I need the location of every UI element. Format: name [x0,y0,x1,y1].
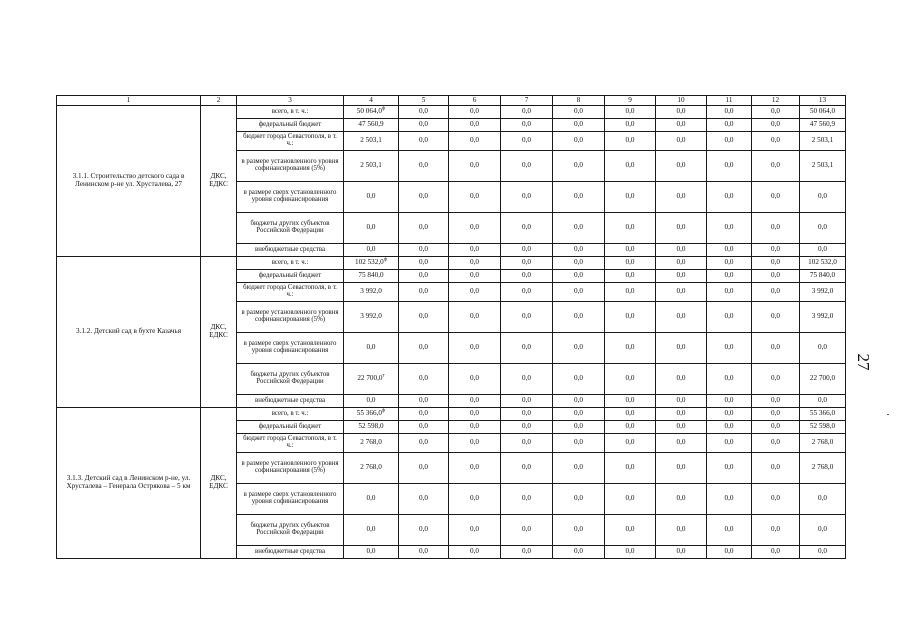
year-amount-cell: 0,0 [752,408,800,421]
year-amount-cell: 0,0 [605,244,656,257]
year-amount-cell: 0,0 [752,453,800,484]
year-amount-cell: 0,0 [707,364,752,395]
year-amount-cell: 0,0 [553,421,605,434]
year-amount-cell: 0,0 [449,283,501,302]
amount-total-cell [344,302,399,333]
year-amount-cell: 0,0 [553,453,605,484]
amount-total-cell [344,182,399,213]
year-amount-cell: 0,0 [752,257,800,270]
year-amount-cell: 0,0 [605,151,656,182]
year-amount-cell: 0,0 [449,408,501,421]
amount-sum-cell: 3 992,0 [800,283,846,302]
amount-sum-cell: 2 768,0 [800,453,846,484]
year-amount-cell: 0,0 [553,302,605,333]
year-amount-cell: 0,0 [449,244,501,257]
year-amount-cell: 0,0 [449,106,501,119]
year-amount-cell: 0,0 [752,283,800,302]
funding-source: внебюджетные средства [237,395,344,408]
year-amount-cell: 0,0 [605,546,656,559]
year-amount-cell: 0,0 [752,213,800,244]
year-amount-cell: 0,0 [656,213,707,244]
year-amount-cell: 0,0 [605,421,656,434]
header-cell: 5 [399,96,449,106]
header-cell: 6 [449,96,501,106]
year-amount-cell: 0,0 [501,333,553,364]
year-amount-cell: 0,0 [707,395,752,408]
year-amount-cell: 0,0 [501,395,553,408]
amount-total-cell [344,364,399,395]
year-amount-cell: 0,0 [752,434,800,453]
year-amount-cell: 0,0 [752,151,800,182]
year-amount-cell: 0,0 [553,283,605,302]
amount-value: 47 560,9 [358,120,384,129]
year-amount-cell: 0,0 [707,213,752,244]
year-amount-cell: 0,0 [707,182,752,213]
amount-total-cell [344,484,399,515]
year-amount-cell: 0,0 [605,515,656,546]
amount-value: 3 992,0 [360,312,382,321]
project-name: 3.1.2. Детский сад в бухте Казачья [57,257,201,408]
year-amount-cell: 0,0 [553,106,605,119]
amount-total-cell [344,106,399,119]
year-amount-cell: 0,0 [399,453,449,484]
year-amount-cell: 0,0 [752,364,800,395]
executor-cell: ДКС, ЕДКС [201,257,237,408]
amount-total-cell [344,515,399,546]
year-amount-cell: 0,0 [605,484,656,515]
year-amount-cell: 0,0 [752,302,800,333]
year-amount-cell: 0,0 [752,546,800,559]
year-amount-cell: 0,0 [605,364,656,395]
header-cell: 9 [605,96,656,106]
header-cell: 10 [656,96,707,106]
amount-total-cell [344,257,399,270]
year-amount-cell: 0,0 [449,151,501,182]
year-amount-cell: 0,0 [707,453,752,484]
year-amount-cell: 0,0 [553,182,605,213]
header-cell: 7 [501,96,553,106]
amount-sum-cell: 2 768,0 [800,434,846,453]
year-amount-cell: 0,0 [501,182,553,213]
year-amount-cell: 0,0 [752,132,800,151]
amount-value: 3 992,0 [360,287,382,296]
header-cell: 3 [237,96,344,106]
year-amount-cell: 0,0 [707,408,752,421]
margin-dot [887,414,889,415]
amount-total-cell [344,244,399,257]
year-amount-cell: 0,0 [707,151,752,182]
year-amount-cell: 0,0 [553,333,605,364]
year-amount-cell: 0,0 [399,119,449,132]
amount-value: 0,0 [366,223,376,232]
year-amount-cell: 0,0 [605,434,656,453]
year-amount-cell: 0,0 [399,395,449,408]
year-amount-cell: 0,0 [707,119,752,132]
amount-sum-cell: 0,0 [800,244,846,257]
amount-value: 0,0 [366,245,376,254]
funding-source: внебюджетные средства [237,546,344,559]
year-amount-cell: 0,0 [656,421,707,434]
year-amount-cell: 0,0 [553,244,605,257]
footnote-mark: ф [381,106,386,112]
amount-value: 0,0 [366,192,376,201]
table-row [57,106,846,119]
year-amount-cell: 0,0 [449,484,501,515]
year-amount-cell: 0,0 [656,119,707,132]
year-amount-cell: 0,0 [449,132,501,151]
funding-source: федеральный бюджет [237,119,344,132]
year-amount-cell: 0,0 [752,484,800,515]
amount-total-cell [344,213,399,244]
year-amount-cell: 0,0 [656,408,707,421]
year-amount-cell: 0,0 [707,257,752,270]
year-amount-cell: 0,0 [605,257,656,270]
year-amount-cell: 0,0 [553,395,605,408]
year-amount-cell: 0,0 [399,244,449,257]
year-amount-cell: 0,0 [656,132,707,151]
year-amount-cell: 0,0 [553,515,605,546]
year-amount-cell: 0,0 [656,484,707,515]
amount-total-cell [344,434,399,453]
year-amount-cell: 0,0 [656,364,707,395]
year-amount-cell: 0,0 [656,106,707,119]
year-amount-cell: 0,0 [501,421,553,434]
amount-value: 55 366,0 [356,409,382,418]
amount-value: 0,0 [366,343,376,352]
page-number: 27 [854,353,873,371]
year-amount-cell: 0,0 [553,484,605,515]
year-amount-cell: 0,0 [656,244,707,257]
year-amount-cell: 0,0 [707,270,752,283]
year-amount-cell: 0,0 [752,515,800,546]
year-amount-cell: 0,0 [605,270,656,283]
year-amount-cell: 0,0 [553,408,605,421]
year-amount-cell: 0,0 [553,546,605,559]
table-row [57,257,846,270]
year-amount-cell: 0,0 [752,395,800,408]
funding-source: бюджеты других субъектов Российской Федерации [237,515,344,546]
year-amount-cell: 0,0 [399,408,449,421]
year-amount-cell: 0,0 [501,213,553,244]
amount-sum-cell: 0,0 [800,515,846,546]
year-amount-cell: 0,0 [656,333,707,364]
year-amount-cell: 0,0 [399,213,449,244]
executor-cell: ДКС, ЕДКС [201,408,237,559]
year-amount-cell: 0,0 [449,182,501,213]
year-amount-cell: 0,0 [553,257,605,270]
year-amount-cell: 0,0 [399,283,449,302]
year-amount-cell: 0,0 [399,515,449,546]
year-amount-cell: 0,0 [553,132,605,151]
year-amount-cell: 0,0 [501,132,553,151]
year-amount-cell: 0,0 [605,132,656,151]
header-cell: 11 [707,96,752,106]
year-amount-cell: 0,0 [752,421,800,434]
year-amount-cell: 0,0 [656,257,707,270]
year-amount-cell: 0,0 [605,395,656,408]
year-amount-cell: 0,0 [501,283,553,302]
amount-sum-cell: 0,0 [800,333,846,364]
header-cell: 1 [57,96,201,106]
year-amount-cell: 0,0 [656,395,707,408]
amount-sum-cell: 0,0 [800,484,846,515]
year-amount-cell: 0,0 [501,244,553,257]
year-amount-cell: 0,0 [501,546,553,559]
year-amount-cell: 0,0 [399,434,449,453]
year-amount-cell: 0,0 [399,270,449,283]
year-amount-cell: 0,0 [501,270,553,283]
amount-value: 2 503,1 [360,161,382,170]
year-amount-cell: 0,0 [501,408,553,421]
year-amount-cell: 0,0 [707,283,752,302]
amount-total-cell [344,546,399,559]
year-amount-cell: 0,0 [449,453,501,484]
amount-sum-cell: 0,0 [800,182,846,213]
amount-sum-cell: 47 560,9 [800,119,846,132]
funding-source: в размере сверх установленного уровня софинансирования [237,333,344,364]
year-amount-cell: 0,0 [605,453,656,484]
year-amount-cell: 0,0 [752,333,800,364]
year-amount-cell: 0,0 [449,302,501,333]
year-amount-cell: 0,0 [501,302,553,333]
year-amount-cell: 0,0 [449,270,501,283]
amount-total-cell [344,270,399,283]
amount-value: 2 768,0 [360,438,382,447]
funding-source: федеральный бюджет [237,421,344,434]
amount-sum-cell: 0,0 [800,213,846,244]
year-amount-cell: 0,0 [605,333,656,364]
year-amount-cell: 0,0 [656,434,707,453]
amount-total-cell [344,395,399,408]
amount-total-cell [344,408,399,421]
year-amount-cell: 0,0 [752,119,800,132]
year-amount-cell: 0,0 [707,302,752,333]
year-amount-cell: 0,0 [707,546,752,559]
funding-source: федеральный бюджет [237,270,344,283]
year-amount-cell: 0,0 [707,421,752,434]
year-amount-cell: 0,0 [501,106,553,119]
year-amount-cell: 0,0 [605,106,656,119]
amount-sum-cell: 102 532,0 [800,257,846,270]
amount-value: 102 532,0 [355,258,384,267]
funding-source: бюджеты других субъектов Российской Федерации [237,213,344,244]
year-amount-cell: 0,0 [656,302,707,333]
funding-source: бюджеты других субъектов Российской Федерации [237,364,344,395]
year-amount-cell: 0,0 [752,182,800,213]
year-amount-cell: 0,0 [399,151,449,182]
year-amount-cell: 0,0 [605,119,656,132]
footnote-mark: ф [381,408,386,414]
amount-sum-cell: 22 700,0 [800,364,846,395]
amount-sum-cell: 75 840,0 [800,270,846,283]
amount-sum-cell: 50 064,0 [800,106,846,119]
funding-source: бюджет города Севастополя, в т. ч.: [237,132,344,151]
amount-sum-cell: 0,0 [800,395,846,408]
year-amount-cell: 0,0 [501,434,553,453]
funding-source: в размере установленного уровня софинансирования (5%) [237,151,344,182]
funding-source: в размере установленного уровня софинансирования (5%) [237,302,344,333]
year-amount-cell: 0,0 [752,270,800,283]
year-amount-cell: 0,0 [449,333,501,364]
year-amount-cell: 0,0 [399,106,449,119]
year-amount-cell: 0,0 [399,132,449,151]
year-amount-cell: 0,0 [399,182,449,213]
amount-total-cell [344,453,399,484]
amount-value: 22 700,0 [357,374,383,383]
year-amount-cell: 0,0 [707,515,752,546]
amount-total-cell [344,132,399,151]
amount-value: 50 064,0 [356,107,382,116]
amount-total-cell [344,333,399,364]
year-amount-cell: 0,0 [605,283,656,302]
amount-total-cell [344,421,399,434]
year-amount-cell: 0,0 [399,364,449,395]
footnote-mark: т [382,373,385,379]
project-name: 3.1.3. Детский сад в Ленинском р-не, ул. Хрусталева – Генерала Острякова – 5 км [57,408,201,559]
year-amount-cell: 0,0 [707,484,752,515]
executor-cell: ДКС, ЕДКС [201,106,237,257]
amount-sum-cell: 52 598,0 [800,421,846,434]
amount-total-cell [344,283,399,302]
year-amount-cell: 0,0 [501,515,553,546]
year-amount-cell: 0,0 [501,484,553,515]
header-cell: 2 [201,96,237,106]
year-amount-cell: 0,0 [449,257,501,270]
amount-total-cell [344,151,399,182]
funding-source: бюджет города Севастополя, в т. ч.: [237,283,344,302]
year-amount-cell: 0,0 [707,132,752,151]
funding-source: в размере установленного уровня софинансирования (5%) [237,453,344,484]
year-amount-cell: 0,0 [553,434,605,453]
amount-value: 0,0 [366,525,376,534]
year-amount-cell: 0,0 [656,283,707,302]
amount-value: 2 768,0 [360,463,382,472]
year-amount-cell: 0,0 [449,213,501,244]
amount-sum-cell: 55 366,0 [800,408,846,421]
year-amount-cell: 0,0 [501,257,553,270]
amount-sum-cell: 3 992,0 [800,302,846,333]
funding-source: внебюджетные средства [237,244,344,257]
year-amount-cell: 0,0 [399,546,449,559]
header-cell: 12 [752,96,800,106]
year-amount-cell: 0,0 [399,333,449,364]
year-amount-cell: 0,0 [501,151,553,182]
amount-value: 75 840,0 [358,271,384,280]
funding-source: всего, в т. ч.: [237,408,344,421]
amount-value: 0,0 [366,547,376,556]
year-amount-cell: 0,0 [605,182,656,213]
year-amount-cell: 0,0 [656,453,707,484]
year-amount-cell: 0,0 [656,515,707,546]
year-amount-cell: 0,0 [656,270,707,283]
amount-value: 0,0 [366,396,376,405]
project-name: 3.1.1. Строительство детского сада в Ленинском р-не ул. Хрусталева, 27 [57,106,201,257]
funding-source: в размере сверх установленного уровня софинансирования [237,182,344,213]
amount-total-cell [344,119,399,132]
amount-sum-cell: 2 503,1 [800,151,846,182]
table-row [57,408,846,421]
header-cell: 4 [344,96,399,106]
year-amount-cell: 0,0 [449,364,501,395]
year-amount-cell: 0,0 [707,333,752,364]
footnote-mark: ф [383,257,387,263]
year-amount-cell: 0,0 [656,151,707,182]
year-amount-cell: 0,0 [553,119,605,132]
year-amount-cell: 0,0 [449,546,501,559]
header-row [57,96,846,106]
year-amount-cell: 0,0 [752,106,800,119]
year-amount-cell: 0,0 [605,408,656,421]
year-amount-cell: 0,0 [752,244,800,257]
amount-value: 52 598,0 [358,422,384,431]
funding-source: всего, в т. ч.: [237,257,344,270]
year-amount-cell: 0,0 [399,484,449,515]
header-cell: 8 [553,96,605,106]
year-amount-cell: 0,0 [449,421,501,434]
table-body [57,96,846,559]
year-amount-cell: 0,0 [605,302,656,333]
year-amount-cell: 0,0 [605,213,656,244]
budget-table [56,95,846,559]
amount-value: 0,0 [366,494,376,503]
year-amount-cell: 0,0 [449,395,501,408]
year-amount-cell: 0,0 [656,546,707,559]
year-amount-cell: 0,0 [553,270,605,283]
amount-sum-cell: 0,0 [800,546,846,559]
year-amount-cell: 0,0 [553,151,605,182]
year-amount-cell: 0,0 [553,364,605,395]
funding-source: в размере сверх установленного уровня софинансирования [237,484,344,515]
amount-sum-cell: 2 503,1 [800,132,846,151]
year-amount-cell: 0,0 [707,106,752,119]
funding-source: бюджет города Севастополя, в т. ч.: [237,434,344,453]
year-amount-cell: 0,0 [553,213,605,244]
year-amount-cell: 0,0 [449,434,501,453]
year-amount-cell: 0,0 [656,182,707,213]
year-amount-cell: 0,0 [501,453,553,484]
year-amount-cell: 0,0 [399,302,449,333]
amount-value: 2 503,1 [360,136,382,145]
year-amount-cell: 0,0 [707,244,752,257]
year-amount-cell: 0,0 [449,515,501,546]
year-amount-cell: 0,0 [449,119,501,132]
header-cell: 13 [800,96,846,106]
year-amount-cell: 0,0 [501,119,553,132]
year-amount-cell: 0,0 [501,364,553,395]
year-amount-cell: 0,0 [399,257,449,270]
funding-source: всего, в т. ч.: [237,106,344,119]
year-amount-cell: 0,0 [707,434,752,453]
year-amount-cell: 0,0 [399,421,449,434]
